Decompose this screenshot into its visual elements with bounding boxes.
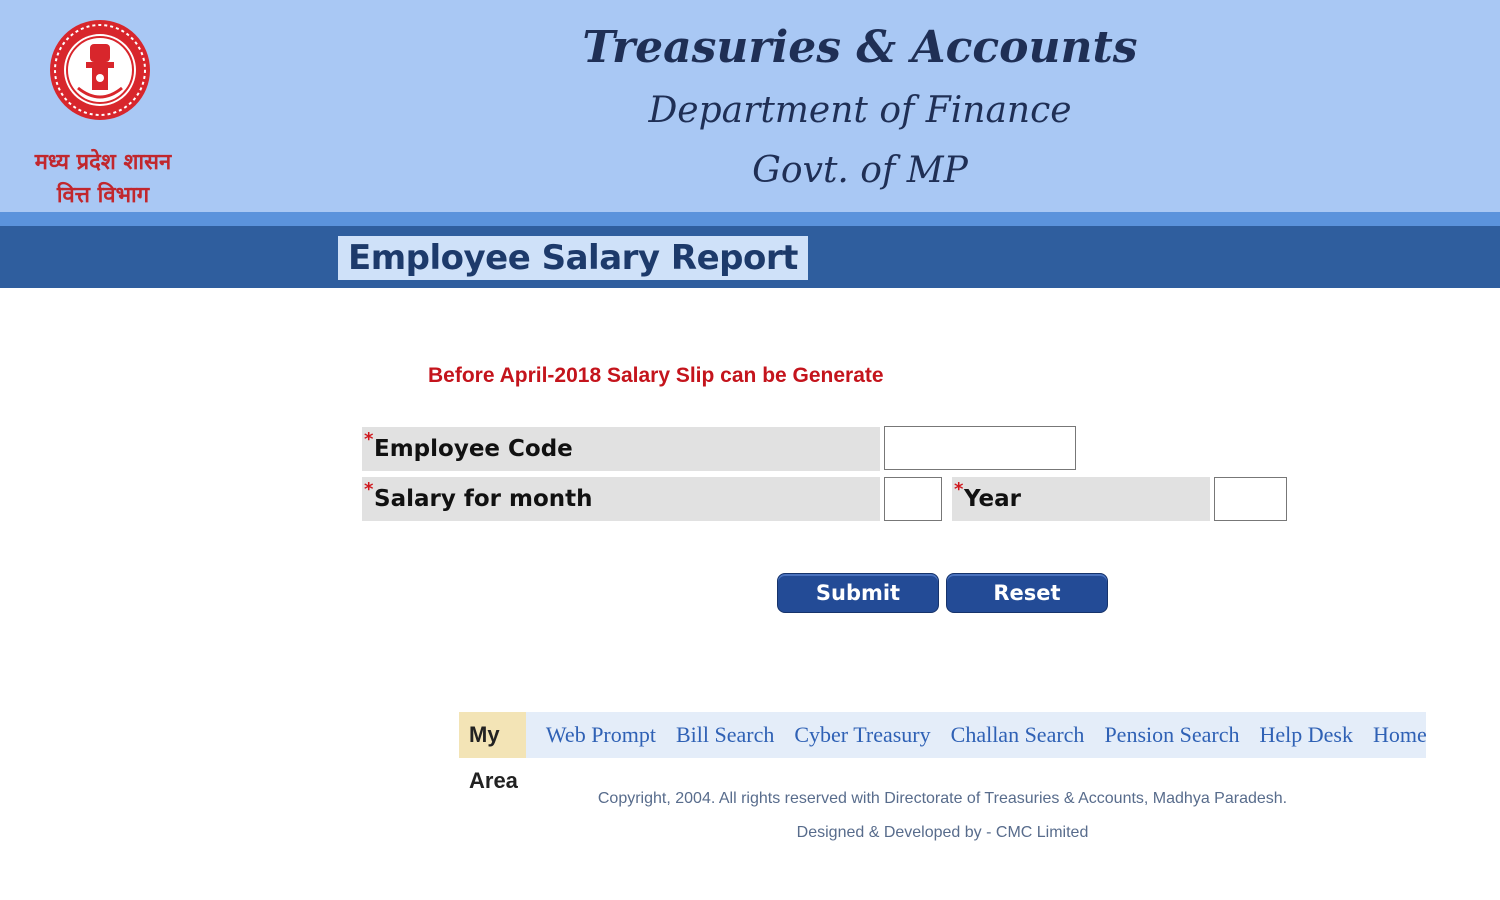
salary-month-label-text: Salary for month <box>374 486 593 512</box>
nav-challan-search[interactable]: Challan Search <box>950 722 1085 747</box>
employee-code-label <box>362 427 880 471</box>
salary-slip-notice: Before April-2018 Salary Slip can be Generate <box>428 364 884 387</box>
salary-month-input[interactable] <box>884 477 942 521</box>
page-title: Employee Salary Report <box>338 236 808 280</box>
reset-button[interactable]: Reset <box>946 573 1108 613</box>
header-stripe <box>0 212 1500 226</box>
mp-govt-emblem-icon <box>48 4 152 136</box>
nav-pension-search[interactable]: Pension Search <box>1104 722 1240 747</box>
site-subtitle: Department of Finance <box>648 90 1072 131</box>
copyright-text: Copyright, 2004. All rights reserved with Directorate of Treasuries & Accounts, Madhya Paradesh. <box>597 790 1288 807</box>
year-label <box>952 477 1210 521</box>
employee-code-input[interactable] <box>884 426 1076 470</box>
salary-month-label <box>362 477 880 521</box>
footer-copyright <box>560 782 1325 850</box>
year-input[interactable] <box>1214 477 1287 521</box>
nav-my-area[interactable]: My Area <box>459 712 526 758</box>
site-title: Treasuries & Accounts <box>582 22 1138 73</box>
footer-nav <box>459 712 1427 793</box>
emblem-caption <box>28 146 178 212</box>
required-marker: * <box>364 429 374 450</box>
year-label-text: Year <box>964 486 1022 512</box>
nav-web-prompt[interactable]: Web Prompt <box>545 722 656 747</box>
required-marker: * <box>954 479 964 500</box>
nav-cyber-treasury[interactable]: Cyber Treasury <box>794 722 931 747</box>
designed-by-text: Designed & Developed by - CMC Limited <box>796 824 1089 841</box>
nav-home[interactable]: Home <box>1372 722 1427 747</box>
submit-button[interactable]: Submit <box>777 573 939 613</box>
emblem-caption-line2: वित्त विभाग <box>56 182 150 208</box>
site-subtitle-govt: Govt. of MP <box>752 150 968 191</box>
employee-code-label-text: Employee Code <box>374 436 573 462</box>
required-marker: * <box>364 479 374 500</box>
nav-help-desk[interactable]: Help Desk <box>1259 722 1353 747</box>
nav-bill-search[interactable]: Bill Search <box>675 722 775 747</box>
emblem-caption-line1: मध्य प्रदेश शासन <box>34 149 172 175</box>
